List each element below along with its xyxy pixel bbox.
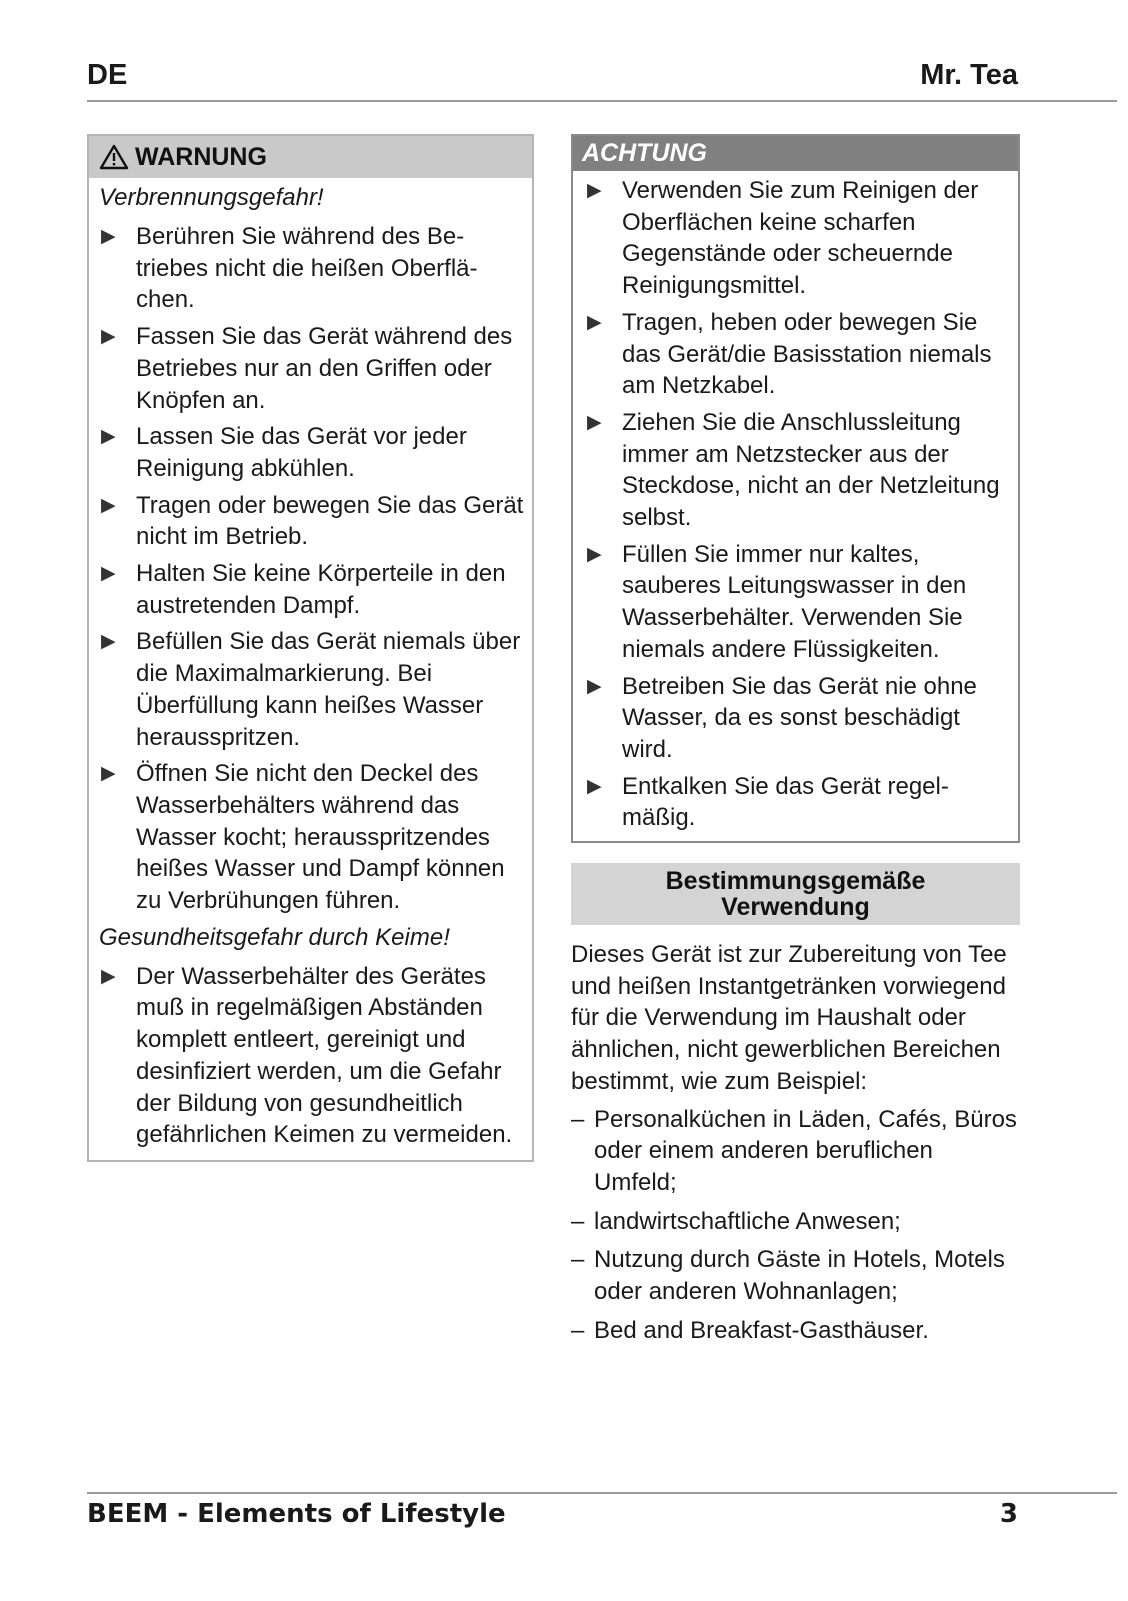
list-item	[571, 1315, 1020, 1347]
list-item-text: Tragen, heben oder bewegen Sie das Gerät/die Basisstation niemals am Netzkabel.	[622, 308, 992, 400]
bullet-arrow-icon: ▶	[101, 494, 116, 516]
list-item-text: Öffnen Sie nicht den Deckel des Wasserbehälters während das Wasser kocht; herausspritzendes heißes Wasser und Dampf können zu Verbrühungen führen.	[136, 760, 505, 915]
bullet-arrow-icon: ▶	[587, 411, 602, 433]
list-item	[99, 321, 524, 416]
list-item	[571, 1104, 1020, 1199]
list-item-text: Berühren Sie während des Betriebes nicht die heißen Oberflächen.	[136, 223, 478, 314]
bullet-arrow-icon: ▶	[587, 543, 602, 565]
warning-title: WARNUNG	[135, 142, 267, 171]
list-item	[571, 1206, 1020, 1238]
list-item	[99, 626, 524, 753]
usage-list	[571, 1104, 1020, 1347]
bullet-arrow-icon: ▶	[101, 563, 116, 585]
right-column	[571, 134, 1020, 1354]
list-item	[99, 961, 524, 1151]
burn-hazard-list	[99, 221, 524, 917]
list-item-text: Verwenden Sie zum Reinigen der Oberflächen keine scharfen Gegenstände oder scheuernde Reinigungsmittel.	[622, 177, 979, 300]
bullet-arrow-icon: ▶	[101, 965, 116, 987]
list-item-text: Befüllen Sie das Gerät niemals über die Maximalmarkierung. Bei Überfüllung kann heißes Wasser herausspritzen.	[136, 628, 521, 751]
dash-bullet-icon: –	[571, 1246, 585, 1274]
list-item-text: Lassen Sie das Gerät vor jeder Reinigung abkühlen.	[136, 423, 467, 482]
list-item	[585, 771, 1012, 834]
usage-intro: Dieses Gerät ist zur Zubereitung von Tee und heißen Instantgetränken vorwiegend für die Verwendung im Haushalt oder ähnlichen, nicht gewerblichen Bereichen bestimmt, wie zum Beispiel:	[571, 941, 1007, 1095]
list-item	[99, 490, 524, 553]
dash-bullet-icon: –	[571, 1207, 585, 1235]
list-item	[99, 221, 524, 316]
list-item-text: landwirtschaftliche Anwesen;	[594, 1207, 901, 1235]
list-item	[585, 307, 1012, 402]
list-item-text: Nutzung durch Gäste in Hotels, Motels oder anderen Wohnanlagen;	[594, 1246, 1005, 1306]
achtung-box	[571, 134, 1020, 843]
bullet-arrow-icon: ▶	[587, 180, 602, 201]
header-language: DE	[87, 59, 128, 91]
list-item	[585, 407, 1012, 534]
bullet-arrow-icon: ▶	[587, 775, 602, 797]
warning-box	[87, 134, 534, 1162]
achtung-body	[573, 171, 1018, 841]
list-item-text: Tragen oder bewegen Sie das Gerät nicht im Betrieb.	[136, 491, 524, 551]
list-item	[585, 175, 1012, 302]
warning-body	[89, 178, 532, 1160]
bullet-arrow-icon: ▶	[587, 675, 602, 697]
list-item	[585, 671, 1012, 766]
bullet-arrow-icon: ▶	[587, 311, 602, 333]
header-product-name: Mr. Tea	[920, 59, 1018, 91]
left-column	[87, 134, 534, 1162]
achtung-title-bar	[573, 136, 1018, 171]
usage-heading-line2: Verwendung	[721, 893, 870, 922]
list-item-text: Halten Sie keine Körperteile in den austretenden Dampf.	[136, 560, 506, 619]
dash-bullet-icon: –	[571, 1316, 585, 1344]
list-item	[99, 758, 524, 917]
list-item-text: Fassen Sie das Gerät während des Betriebes nur an den Griffen oder Knöpfen an.	[136, 323, 513, 414]
list-item-text: Ziehen Sie die Anschlussleitung immer am Netzstecker aus der Steckdose, nicht an der Netzleitung selbst.	[622, 408, 1000, 532]
warning-triangle-icon	[99, 144, 129, 170]
germ-hazard-heading: Gesundheitsgefahr durch Keime!	[99, 923, 450, 951]
bullet-arrow-icon: ▶	[101, 763, 116, 785]
achtung-title: ACHTUNG	[582, 139, 707, 167]
header-divider	[87, 100, 1117, 102]
bullet-arrow-icon: ▶	[101, 326, 116, 348]
achtung-list	[585, 175, 1012, 834]
list-item-text: Der Wasserbehälter des Gerätes muß in regelmäßigen Abständen komplett entleert, gereinigt und desinfiziert werden, um die Gefahr der Bildung von gesundheitlich gefährlichen Keimen zu vermeiden.	[136, 962, 513, 1149]
usage-heading-line1: Bestimmungsgemäße	[665, 867, 926, 896]
warning-title-bar	[89, 136, 532, 178]
list-item	[99, 421, 524, 484]
list-item	[571, 1244, 1020, 1307]
footer-brand: BEEM - Elements of Lifestyle	[87, 1499, 506, 1529]
burn-hazard-heading: Verbrennungsgefahr!	[99, 184, 324, 211]
list-item	[99, 558, 524, 621]
list-item	[585, 539, 1012, 666]
list-item-text: Füllen Sie immer nur kaltes, sauberes Leitungswasser in den Wasserbehälter. Verwenden Sie niemals andere Flüssigkeiten.	[622, 540, 967, 663]
list-item-text: Betreiben Sie das Gerät nie ohne Wasser, da es sonst beschädigt wird.	[622, 672, 977, 763]
list-item-text: Bed and Breakfast-Gasthäuser.	[594, 1316, 929, 1344]
list-item-text: Personalküchen in Läden, Cafés, Büros oder einem anderen beruflichen Umfeld;	[594, 1105, 1017, 1196]
usage-heading	[571, 863, 1020, 925]
footer-divider	[87, 1492, 1117, 1494]
page-number: 3	[999, 1499, 1018, 1529]
bullet-arrow-icon: ▶	[101, 426, 116, 448]
germ-hazard-list	[99, 961, 524, 1151]
bullet-arrow-icon: ▶	[101, 631, 116, 653]
list-item-text: Entkalken Sie das Gerät regelmäßig.	[622, 772, 949, 832]
bullet-arrow-icon: ▶	[101, 226, 116, 247]
dash-bullet-icon: –	[571, 1105, 585, 1133]
